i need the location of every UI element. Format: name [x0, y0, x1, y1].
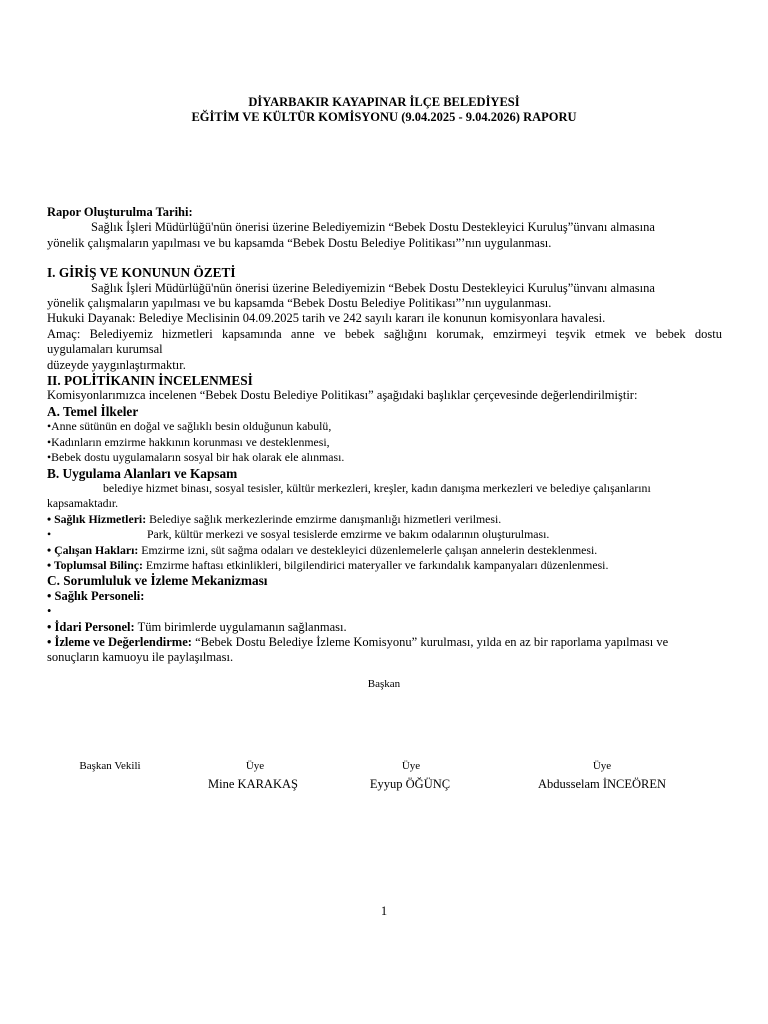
admin-staff-text: Tüm birimlerde uygulamanın sağlanması. — [134, 619, 347, 634]
report-body — [47, 205, 722, 666]
health-staff-item: • Sağlık Personeli: — [47, 588, 145, 603]
section1-text-2: yönelik çalışmaların yapılması ve bu kapsamda “Bebek Dostu Belediye Politikası”’nın uygulanması. — [47, 296, 552, 311]
page-number: 1 — [380, 904, 388, 918]
health-services-label: • Sağlık Hizmetleri: — [47, 511, 147, 526]
municipality-title: DİYARBAKIR KAYAPINAR İLÇE BELEDİYESİ — [248, 95, 520, 109]
scope-intro-2: kapsamaktadır. — [47, 496, 119, 511]
health-services-item — [47, 512, 722, 527]
report-date-text-1: Sağlık İşleri Müdürlüğü'nün önerisi üzerine Belediyemizin “Bebek Dostu Destekleyici Kuruluş”ünvanı almasına — [91, 220, 655, 235]
chair-role: Başkan — [367, 678, 401, 690]
member-name: Abdusselam İNCEÖREN — [537, 777, 667, 791]
rooms-bullet: • — [47, 527, 52, 542]
admin-staff-label: • İdari Personel: — [47, 619, 135, 634]
report-title: EĞİTİM VE KÜLTÜR KOMİSYONU (9.04.2025 - 9.04.2026) RAPORU — [191, 110, 577, 124]
principle-item: •Bebek dostu uygulamaların sosyal bir hak olarak ele alınması. — [47, 450, 345, 465]
section2-heading: II. POLİTİKANIN İNCELENMESİ — [47, 373, 253, 389]
scope-intro-1: belediye hizmet binası, sosyal tesisler, kültür merkezleri, kreşler, kadın danışma merkezleri ve belediye çalışanlarını — [103, 480, 651, 495]
awareness-item — [47, 558, 722, 573]
principles-heading: A. Temel İlkeler — [47, 403, 139, 419]
principle-item: •Kadınların emzirme hakkının korunması ve desteklenmesi, — [47, 434, 330, 449]
member-role: Üye — [245, 760, 265, 772]
member-role: Üye — [401, 760, 421, 772]
report-date-text-2: yönelik çalışmaların yapılması ve bu kapsamda “Bebek Dostu Belediye Politikası”’nın uygulanması. — [47, 235, 552, 250]
monitoring-text: “Bebek Dostu Belediye İzleme Komisyonu” kurulması, yılda en az bir raporlama yapılması ve — [191, 634, 669, 649]
vice-chair-role: Başkan Vekili — [79, 760, 141, 772]
section1-text-1: Sağlık İşleri Müdürlüğü'nün önerisi üzerine Belediyemizin “Bebek Dostu Destekleyici Kuruluş”ünvanı almasına — [91, 280, 655, 295]
awareness-label: • Toplumsal Bilinç: — [47, 557, 143, 572]
admin-staff-item — [47, 620, 722, 635]
awareness-text: Emzirme haftası etkinlikleri, bilgilendirici materyaller ve farkındalık kampanyaları düzenlenmesi. — [142, 557, 609, 572]
health-services-text: Belediye sağlık merkezlerinde emzirme danışmanlığı hizmetleri verilmesi. — [146, 511, 502, 526]
purpose-line-1: Amaç: Belediyemiz hizmetleri kapsamında anne ve bebek sağlığını korumak, emzirmeyi teşvik etmek ve bebek dostu — [47, 326, 722, 341]
member-name: Eyyup ÖĞÜNÇ — [369, 777, 451, 791]
scope-heading: B. Uygulama Alanları ve Kapsam — [47, 465, 238, 481]
legal-basis: Hukuki Dayanak: Belediye Meclisinin 04.09.2025 tarih ve 242 sayılı kararı ile konunun komisyonlara havalesi. — [47, 311, 606, 326]
purpose-line-2: uygulamaları kurumsal — [47, 342, 163, 357]
responsibility-heading: C. Sorumluluk ve İzleme Mekanizması — [47, 573, 268, 589]
member-role: Üye — [592, 760, 612, 772]
section1-heading: I. GİRİŞ VE KONUNUN ÖZETİ — [47, 265, 236, 281]
purpose-line-3: düzeyde yaygınlaştırmaktır. — [47, 357, 186, 372]
principle-item: •Anne sütünün en doğal ve sağlıklı besin olduğunun kabulü, — [47, 419, 332, 434]
section2-intro: Komisyonlarımızca incelenen “Bebek Dostu Belediye Politikası” aşağıdaki başlıklar çerçevesinde değerlendirilmiştir: — [47, 388, 638, 403]
employee-rights-text: Emzirme izni, süt sağma odaları ve destekleyici düzenlemelerle çalışan annelerin desteklenmesi. — [138, 542, 598, 557]
monitoring-item — [47, 635, 722, 650]
monitoring-label: • İzleme ve Değerlendirme: — [47, 634, 192, 649]
rooms-text: Park, kültür merkezi ve sosyal tesislerde emzirme ve bakım odalarının oluşturulması. — [147, 527, 550, 542]
empty-bullet-item: • — [47, 604, 52, 619]
rooms-item — [47, 527, 722, 542]
employee-rights-item — [47, 543, 722, 558]
monitoring-text-2: sonuçların kamuoyu ile paylaşılması. — [47, 650, 234, 665]
employee-rights-label: • Çalışan Hakları: — [47, 542, 139, 557]
report-date-label: Rapor Oluşturulma Tarihi: — [47, 205, 193, 219]
member-name: Mine KARAKAŞ — [208, 777, 298, 791]
